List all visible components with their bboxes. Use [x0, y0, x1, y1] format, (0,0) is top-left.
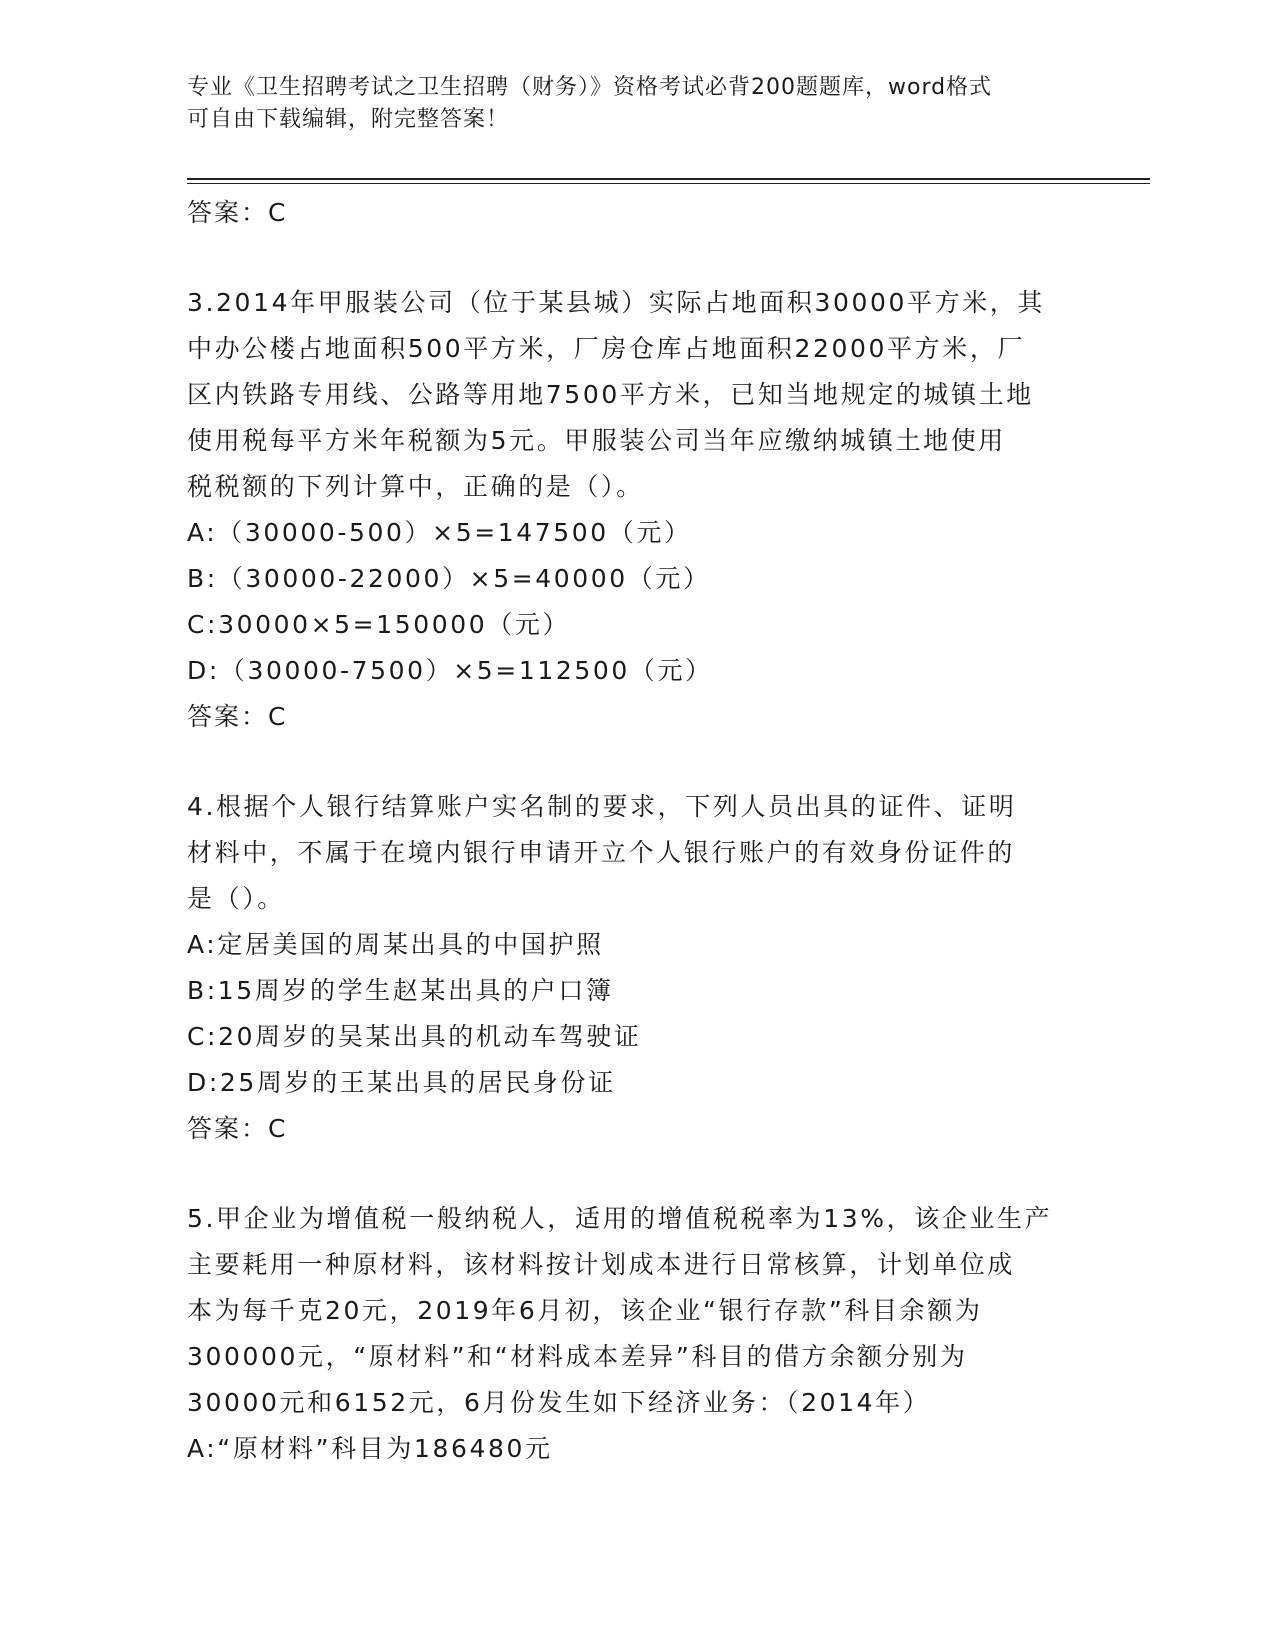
question-line: 主要耗用一种原材料，该材料按计划成本进行日常核算，计划单位成 — [187, 1250, 1016, 1279]
question-line: 4.根据个人银行结算账户实名制的要求，下列人员出具的证件、证明 — [187, 792, 1017, 821]
question-line: 材料中，不属于在境内银行申请开立个人银行账户的有效身份证件的 — [187, 838, 1016, 867]
spacer — [187, 236, 1087, 280]
question-line: 3.2014年甲服装公司（位于某县城）实际占地面积30000平方米，其 — [187, 288, 1046, 317]
header-line-1: 专业《卫生招聘考试之卫生招聘（财务）》资格考试必背200题题库，word格式 — [187, 75, 993, 100]
question-line: 区内铁路专用线、公路等用地7500平方米，已知当地规定的城镇土地 — [187, 380, 1034, 409]
question-line: 使用税每平方米年税额为5元。甲服装公司当年应缴纳城镇土地使用 — [187, 426, 1006, 455]
question-block-5 — [187, 1196, 1087, 1472]
question-line: 中办公楼占地面积500平方米，厂房仓库占地面积22000平方米，厂 — [187, 334, 1026, 363]
header-line-2: 可自由下载编辑，附完整答案！ — [187, 107, 510, 132]
option-a: A:（30000-500）×5=147500（元） — [187, 518, 692, 547]
option-a: A:定居美国的周某出具的中国护照 — [187, 930, 604, 959]
question-line: 税税额的下列计算中，正确的是（）。 — [187, 472, 644, 501]
page-header — [187, 72, 1067, 136]
header-divider-thick — [187, 178, 1150, 180]
option-c: C:30000×5=150000（元） — [187, 610, 571, 639]
question-line: 是（）。 — [187, 884, 285, 913]
question-line: 5.甲企业为增值税一般纳税人，适用的增值税税率为13%，该企业生产 — [187, 1204, 1053, 1233]
option-d: D:（30000-7500）×5=112500（元） — [187, 656, 713, 685]
option-a: A:“原材料”科目为186480元 — [187, 1434, 553, 1463]
option-b: B:15周岁的学生赵某出具的户口簿 — [187, 976, 614, 1005]
option-c: C:20周岁的吴某出具的机动车驾驶证 — [187, 1022, 642, 1051]
question-line: 本为每千克20元，2019年6月初，该企业“银行存款”科目余额为 — [187, 1296, 983, 1325]
question-line: 300000元，“原材料”和“材料成本差异”科目的借方余额分别为 — [187, 1342, 968, 1371]
question-block-4 — [187, 784, 1087, 1152]
option-b: B:（30000-22000）×5=40000（元） — [187, 564, 711, 593]
answer-line: 答案：C — [187, 198, 288, 227]
content-area — [187, 190, 1087, 1472]
answer-line: 答案：C — [187, 1114, 288, 1143]
question-block-2-tail — [187, 190, 1087, 236]
question-line: 30000元和6152元，6月份发生如下经济业务：（2014年） — [187, 1388, 931, 1417]
header-divider-thin — [187, 183, 1150, 184]
answer-line: 答案：C — [187, 702, 288, 731]
question-block-3 — [187, 280, 1087, 740]
spacer — [187, 740, 1087, 784]
option-d: D:25周岁的王某出具的居民身份证 — [187, 1068, 616, 1097]
spacer — [187, 1152, 1087, 1196]
